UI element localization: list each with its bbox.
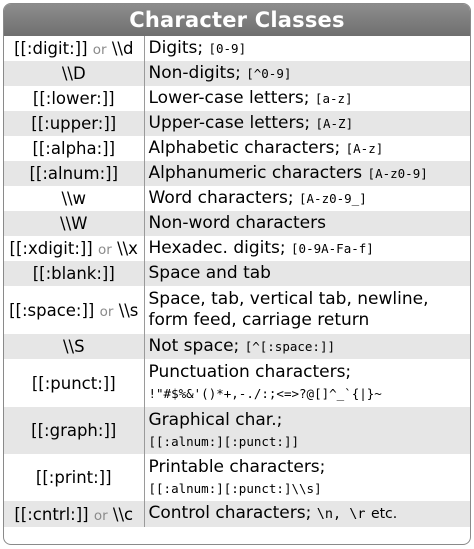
class-cell: [4, 211, 144, 236]
class-code: [A-z0-9]: [367, 166, 428, 181]
class-name: [[:print:]]: [35, 468, 112, 487]
class-cell: [4, 334, 144, 359]
class-cell: [4, 501, 144, 527]
class-cell: [4, 407, 144, 454]
class-desc: Hexadec. digits;: [148, 238, 286, 258]
class-name: \\D: [61, 64, 86, 83]
class-cell: [4, 186, 144, 211]
desc-cell: [144, 111, 470, 136]
desc-cell: [144, 334, 470, 359]
table-row: [4, 86, 470, 111]
class-desc: Upper-case letters;: [148, 113, 311, 133]
class-code: [0-9A-Fa-f]: [291, 241, 374, 256]
table-row: [4, 61, 470, 86]
desc-cell: [144, 161, 470, 186]
class-cell: [4, 111, 144, 136]
class-cell: [4, 454, 144, 501]
class-desc-line2: form feed, carriage return: [148, 310, 370, 330]
class-desc: Not space;: [148, 336, 240, 356]
table-row: [4, 186, 470, 211]
desc-cell: [144, 501, 470, 527]
or-word: or: [99, 303, 114, 320]
table-row: [4, 36, 470, 61]
class-desc: Non-word characters: [148, 213, 326, 233]
class-desc: Alphabetic characters;: [148, 138, 341, 158]
class-name: [[:xdigit:]]: [9, 239, 93, 258]
class-alias: \\d: [111, 39, 134, 58]
class-name: [[:digit:]]: [14, 39, 88, 58]
desc-cell: [144, 261, 470, 286]
class-code: [A-z]: [345, 141, 384, 156]
class-suffix: etc.: [370, 506, 398, 522]
class-cell: [4, 161, 144, 186]
class-cell: [4, 261, 144, 286]
class-code: [A-z0-9_]: [299, 191, 367, 206]
class-name: [[:punct:]]: [31, 373, 116, 393]
class-cell: [4, 36, 144, 61]
desc-cell: [144, 36, 470, 61]
class-desc: Lower-case letters;: [148, 88, 310, 108]
class-name: \\w: [61, 189, 87, 208]
desc-cell: [144, 454, 470, 501]
table-row: [4, 161, 470, 186]
class-cell: [4, 61, 144, 86]
class-cell: [4, 286, 144, 334]
class-desc: Word characters;: [148, 188, 294, 208]
class-code: [a-z]: [314, 91, 353, 106]
class-desc: Digits;: [148, 38, 204, 58]
or-word: or: [92, 42, 107, 58]
or-word: or: [98, 242, 112, 258]
desc-cell: [144, 211, 470, 236]
class-name: [[:lower:]]: [32, 89, 115, 108]
desc-cell: [144, 359, 470, 407]
desc-cell: [144, 286, 470, 334]
table-row: [4, 236, 470, 261]
desc-cell: [144, 407, 470, 454]
class-name: [[:alnum:]]: [29, 164, 119, 183]
class-cell: [4, 136, 144, 161]
class-code: [[:alnum:][:punct:]]: [148, 433, 300, 449]
class-cell: [4, 86, 144, 111]
table-row: [4, 211, 470, 236]
character-classes-card: [3, 3, 471, 545]
class-code: \n, \r: [316, 506, 366, 522]
class-alias: \\x: [117, 239, 138, 258]
or-word: or: [93, 507, 108, 524]
table-row: [4, 454, 470, 501]
class-code: [^0-9]: [246, 66, 292, 81]
class-desc: Alphanumeric characters: [148, 163, 363, 183]
table-row: [4, 334, 470, 359]
class-desc: Space, tab, vertical tab, newline,: [148, 289, 429, 309]
table-row: [4, 286, 470, 334]
desc-cell: [144, 236, 470, 261]
desc-cell: [144, 86, 470, 111]
class-desc: Space and tab: [148, 263, 271, 283]
class-desc: Non-digits;: [148, 63, 241, 83]
class-name: [[:graph:]]: [31, 421, 117, 440]
class-desc: Printable characters;: [148, 456, 326, 477]
classes-table: [4, 36, 470, 527]
class-name: [[:space:]]: [9, 300, 95, 320]
class-desc: Graphical char.;: [148, 409, 283, 430]
table-row: [4, 501, 470, 527]
class-name: [[:upper:]]: [31, 114, 117, 133]
table-row: [4, 359, 470, 407]
class-name: \\S: [62, 337, 85, 356]
class-code: [[:alnum:][:punct:]\\s]: [148, 480, 322, 496]
desc-cell: [144, 136, 470, 161]
table-row: [4, 136, 470, 161]
class-name: [[:cntrl:]]: [14, 504, 89, 524]
class-desc: Control characters;: [148, 503, 312, 523]
class-code: [A-Z]: [315, 116, 354, 131]
class-code: [0-9]: [208, 41, 247, 56]
class-name: [[:alpha:]]: [32, 139, 116, 158]
class-desc: Punctuation characters;: [148, 362, 352, 382]
class-name: [[:blank:]]: [32, 264, 115, 283]
class-code: [^[:space:]]: [244, 339, 336, 354]
class-code: !"#$%&'()*+,-./:;<=>?@[]^_`{|}~: [148, 386, 382, 401]
table-row: [4, 407, 470, 454]
class-cell: [4, 236, 144, 261]
table-row: [4, 261, 470, 286]
class-name: \\W: [60, 214, 88, 233]
desc-cell: [144, 61, 470, 86]
class-cell: [4, 359, 144, 407]
class-alias: \\s: [118, 300, 139, 320]
card-title: Character Classes: [4, 4, 470, 36]
desc-cell: [144, 186, 470, 211]
class-alias: \\c: [112, 504, 134, 524]
table-row: [4, 111, 470, 136]
